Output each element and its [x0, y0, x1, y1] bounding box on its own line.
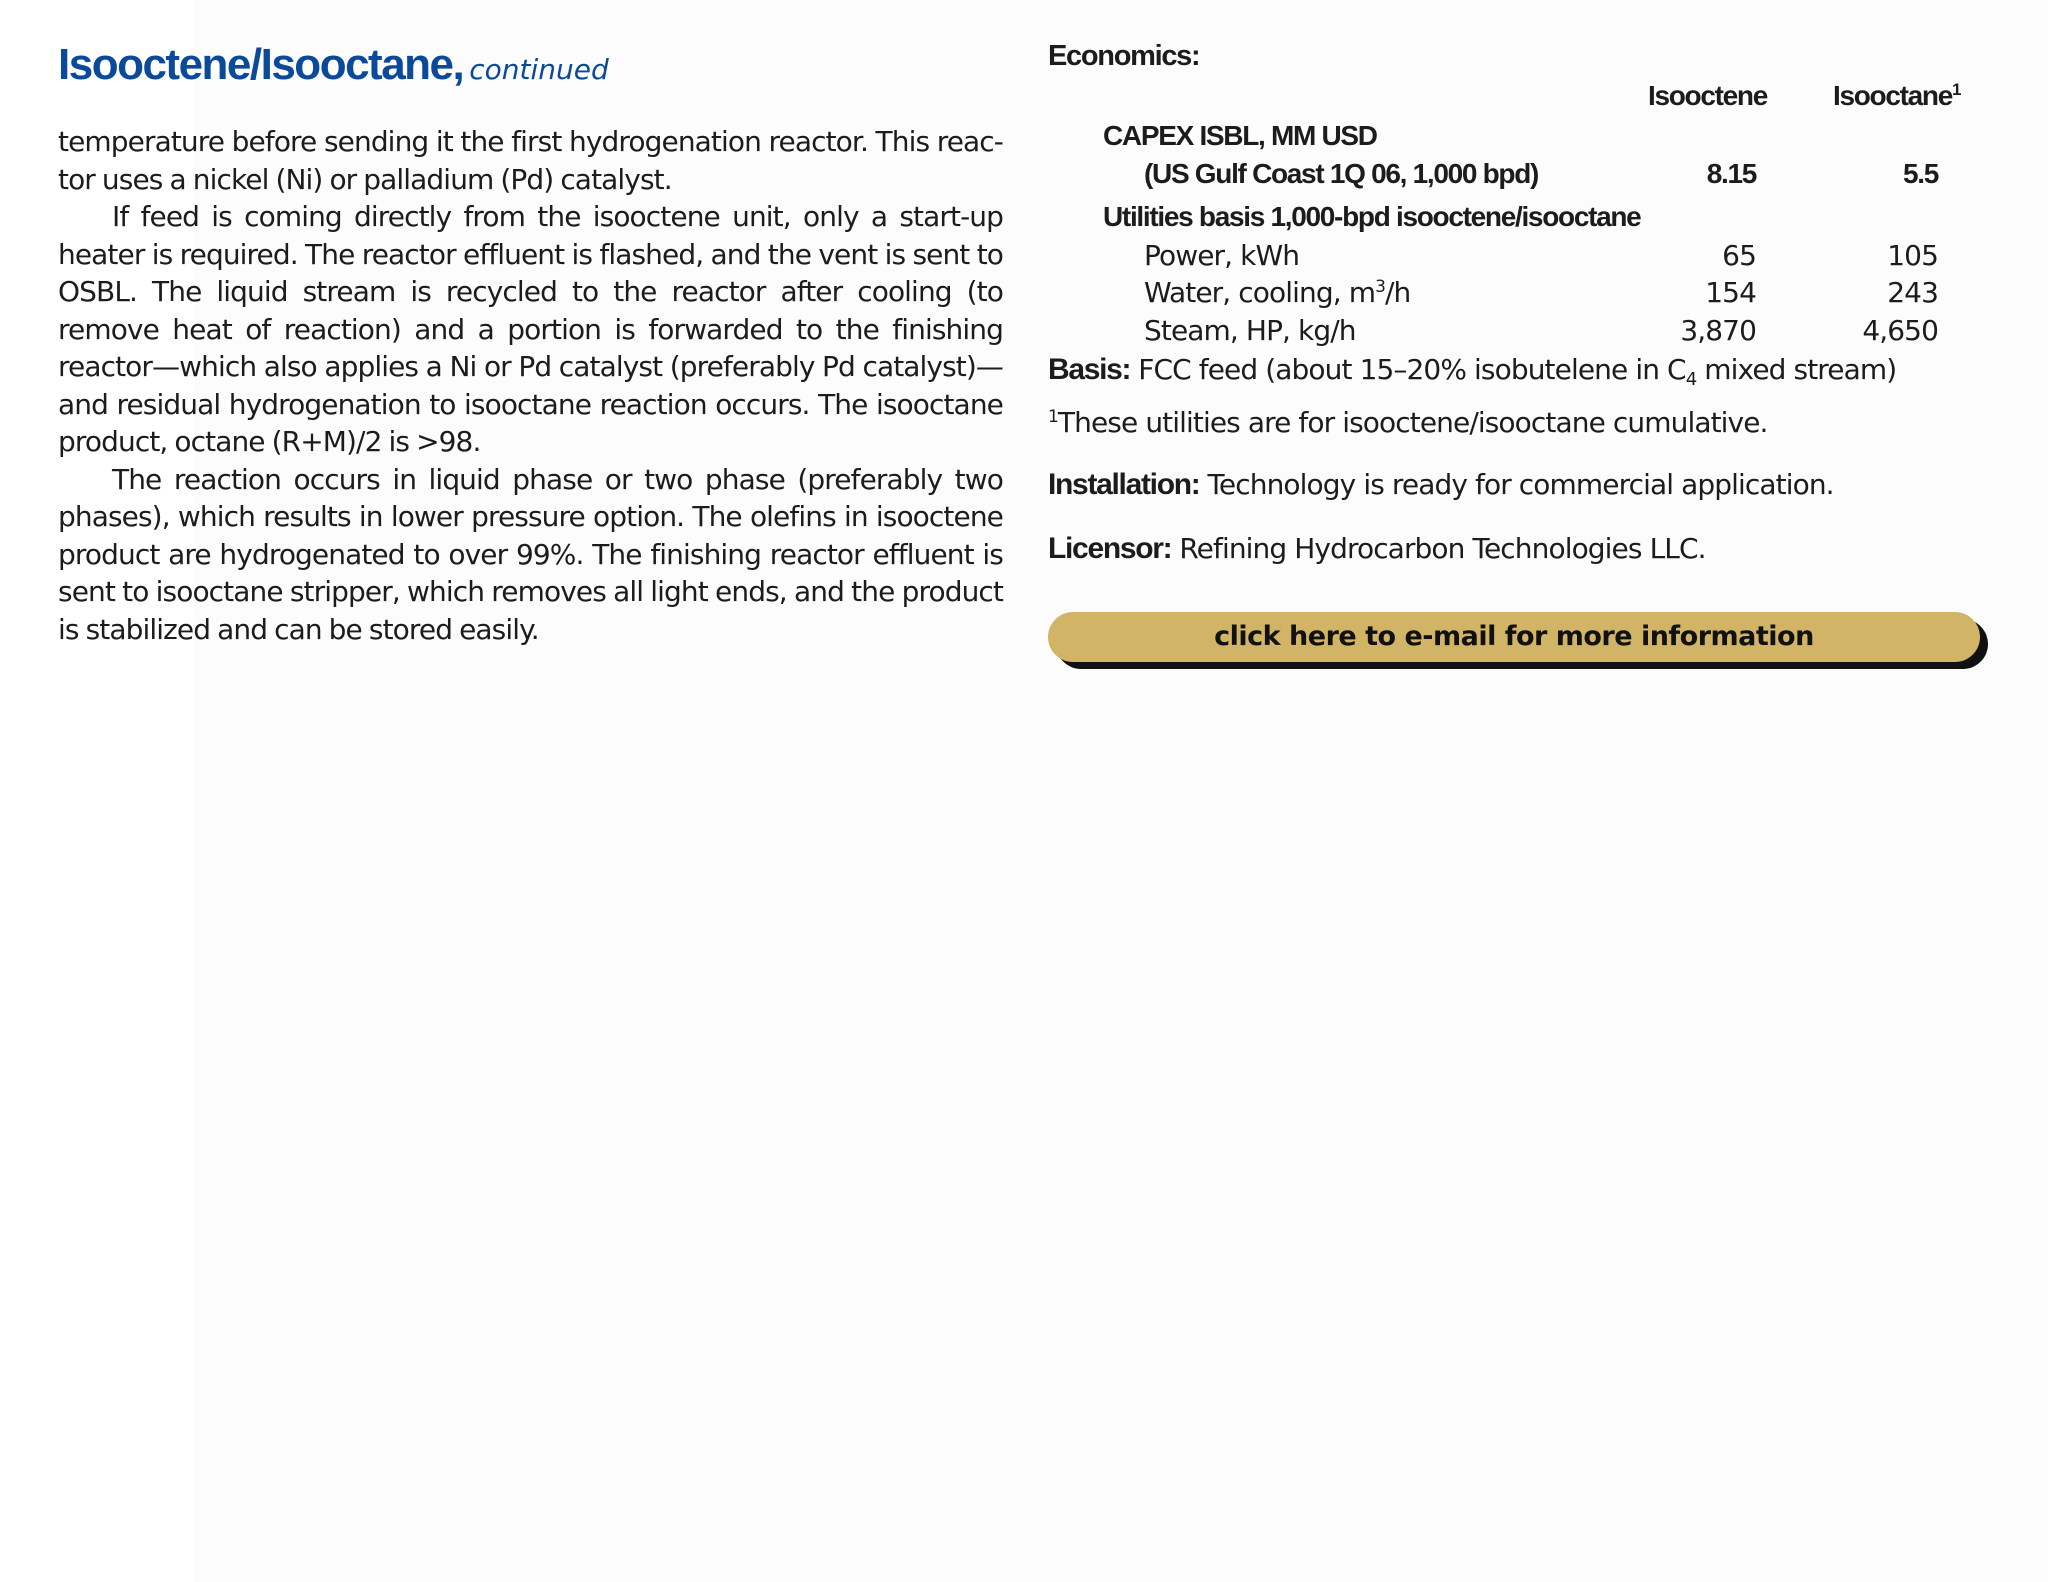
utility-row-water [1048, 276, 1998, 314]
utilities-label: Utilities basis 1,000-bpd isooctene/isooctane [1103, 201, 1641, 232]
basis-text: FCC feed (about 15–20% isobutelene in C [1138, 353, 1686, 386]
utility-isooctene-value: 65 [1722, 238, 1756, 272]
utility-label [1144, 276, 1410, 309]
economics-heading: Economics: [1048, 40, 1200, 72]
utility-label: Steam, HP, kg/h [1144, 313, 1356, 347]
left-column [58, 40, 1003, 648]
utilities-label-row [1048, 201, 1998, 239]
utility-label-suffix: /h [1385, 276, 1411, 309]
body-paragraph-3: The reaction occurs in liquid phase or two phase (preferably two phases), which results in lower pressure option. The olefins in isooctene product are hydrogenated to over 99%. The finishing reactor effluent is sent to isooctane stripper, which removes all light ends, and the product is stabilized and can be stored easily. [58, 462, 1003, 646]
email-info-button[interactable]: click here to e-mail for more information [1048, 612, 1980, 662]
licensor-line [1048, 530, 1998, 568]
utility-isooctane-value: 4,650 [1862, 313, 1938, 347]
footnote-text: These utilities are for isooctene/isooctane cumulative. [1057, 405, 1768, 439]
utility-label-text: Water, cooling, m [1144, 276, 1376, 309]
capex-label: CAPEX ISBL, MM USD [1103, 120, 1377, 151]
title-main: Isooctene/Isooctane, [58, 40, 464, 89]
utility-row-steam [1048, 314, 1998, 352]
capex-values-row [1048, 158, 1998, 196]
footnote [1048, 399, 1998, 442]
licensor-text: Refining Hydrocarbon Technologies LLC. [1179, 531, 1706, 565]
body-paragraph-2: If feed is coming directly from the isooctene unit, only a start-up heater is required. The reactor effluent is flashed, and the vent is sent to OSBL. The liquid stream is recycled to the reactor after cooling (to remove heat of reaction) and a portion is forwarded to the finishing reactor—which also applies a Ni or Pd catalyst (preferably Pd catalyst)—and residual hydrogenation to isooctane reaction occurs. The isooctane product, octane (R+M)/2 is >98. [58, 200, 1003, 458]
utility-isooctene-value: 3,870 [1680, 313, 1756, 347]
column-header-isooctane [1833, 80, 1960, 112]
basis-subscript: 4 [1685, 369, 1697, 390]
capex-sub-label: (US Gulf Coast 1Q 06, 1,000 bpd) [1144, 157, 1539, 189]
licensor-label: Licensor: [1048, 531, 1172, 565]
installation-label: Installation: [1048, 468, 1200, 501]
basis-line [1048, 351, 1998, 399]
email-button-container [1048, 612, 1988, 662]
installation-line [1048, 466, 1998, 504]
installation-text: Technology is ready for commercial application. [1207, 468, 1834, 501]
column-header-isooctene: Isooctene [1648, 80, 1768, 111]
capex-isooctene-value: 8.15 [1706, 157, 1756, 189]
body-paragraph-1: temperature before sending it the first hydrogenation reactor. This reac-tor uses a nickel (Ni) or palladium (Pd) catalyst. [58, 125, 1003, 196]
economics-column-headers [1048, 80, 1998, 120]
capex-label-row [1048, 120, 1998, 158]
utility-label-superscript: 3 [1375, 277, 1386, 297]
page-title [58, 40, 1003, 90]
utility-isooctane-value: 243 [1887, 276, 1938, 309]
right-column [1048, 40, 1998, 567]
capex-isooctane-value: 5.5 [1902, 157, 1938, 189]
footnote-marker: 1 [1952, 80, 1961, 99]
utility-isooctene-value: 154 [1705, 276, 1756, 309]
utility-isooctane-value: 105 [1887, 238, 1938, 272]
utility-row-power [1048, 239, 1998, 277]
footnote-number: 1 [1048, 406, 1058, 427]
basis-label: Basis: [1048, 353, 1131, 386]
utility-label: Power, kWh [1144, 238, 1300, 272]
basis-text-end: mixed stream) [1696, 353, 1897, 386]
column-header-isooctane-text: Isooctane [1833, 80, 1953, 111]
title-continued: continued [469, 53, 609, 86]
